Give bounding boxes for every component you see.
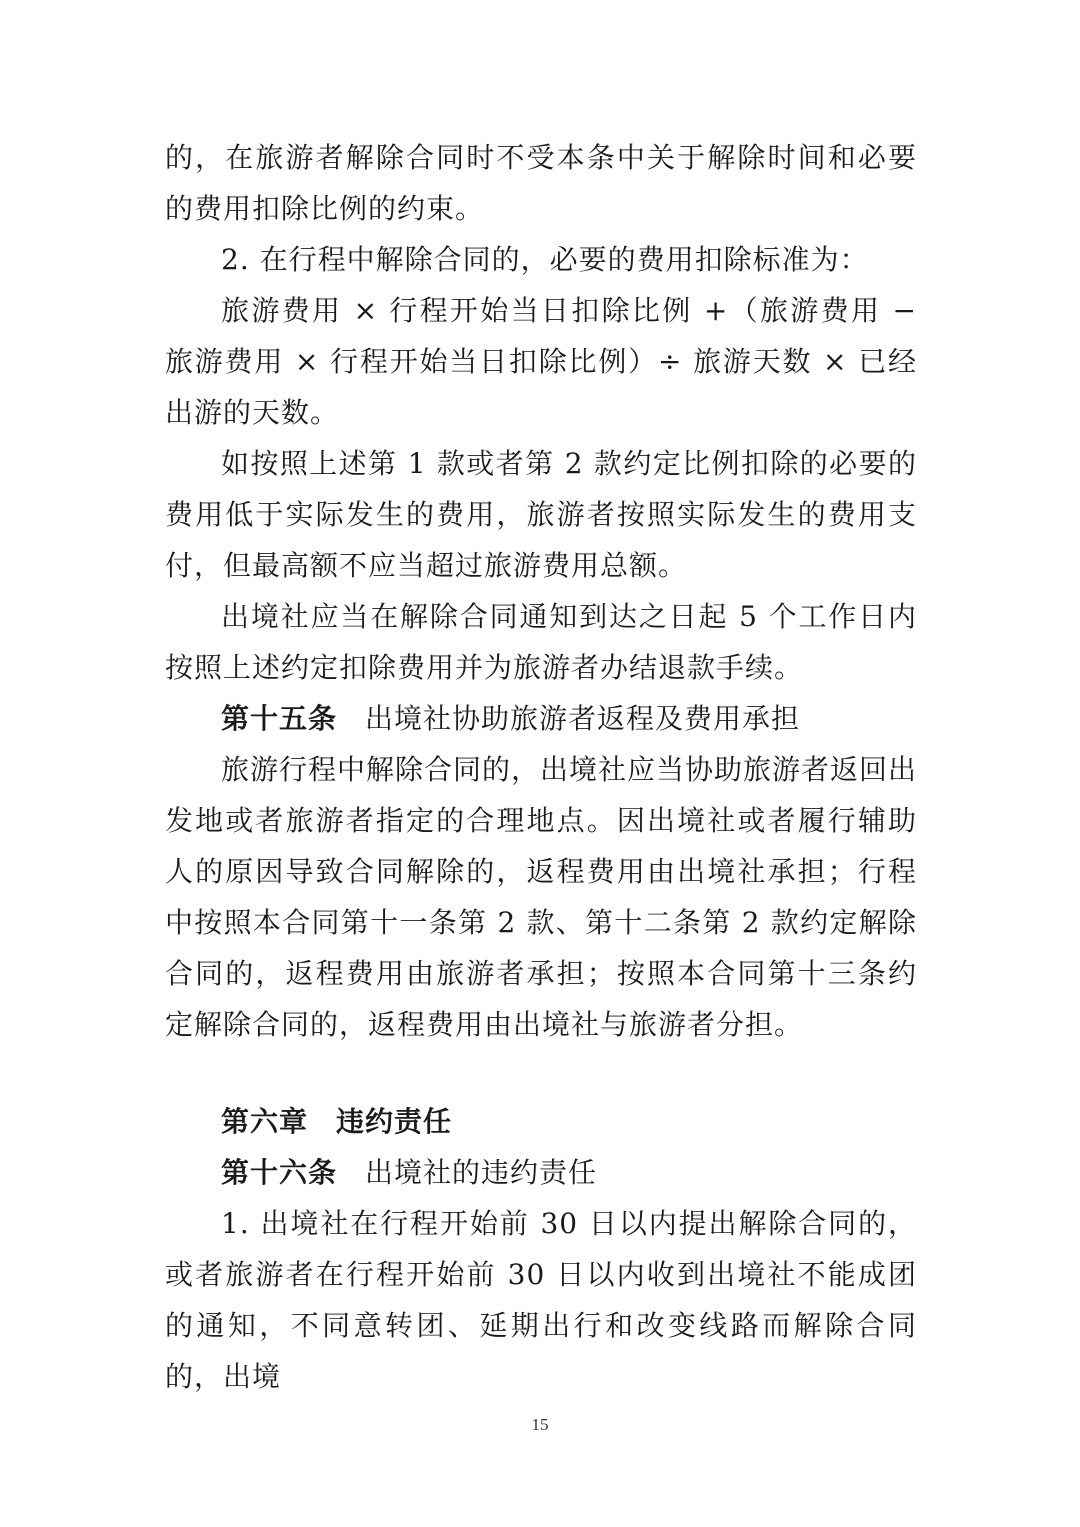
paragraph-clause-2: 2. 在行程中解除合同的，必要的费用扣除标准为： [221,243,869,276]
chapter-6-heading [165,1096,917,1147]
chapter-6-title: 违约责任 [336,1105,453,1138]
article-16-title: 出境社的违约责任 [365,1156,598,1189]
article-15-body: 旅游行程中解除合同的，出境社应当协助旅游者返回出发地或者旅游者指定的合理地点。因出境社或者履行辅助人的原因导致合同解除的，返程费用由出境社承担；行程中按照本合同第十一条第 2 款、第十二条第 2 款约定解除合同的，返程费用由旅游者承担；按照本合同第十三条约定解除合同的，返程费用由出境社与旅游者分担。 [165,753,918,1041]
article-15-number: 第十五条 [221,702,338,735]
paragraph-continuation: 的，在旅游者解除合同时不受本条中关于解除时间和必要的费用扣除比例的约束。 [165,141,917,225]
paragraph-fee-limit: 如按照上述第 1 款或者第 2 款约定比例扣除的必要的费用低于实际发生的费用，旅游者按照实际发生的费用支付，但最高额不应当超过旅游费用总额。 [165,447,917,582]
document-body [165,132,917,1402]
paragraph-formula: 旅游费用 × 行程开始当日扣除比例 +（旅游费用 − 旅游费用 × 行程开始当日扣除比例）÷ 旅游天数 × 已经出游的天数。 [165,294,917,429]
chapter-6-number: 第六章 [221,1105,309,1138]
page-number: 15 [531,1415,549,1434]
paragraph-refund: 出境社应当在解除合同通知到达之日起 5 个工作日内按照上述约定扣除费用并为旅游者办结退款手续。 [165,600,917,684]
article-15-heading [165,693,917,744]
article-15-title: 出境社协助旅游者返程及费用承担 [365,702,801,735]
article-16-heading [165,1147,917,1198]
article-16-body: 1. 出境社在行程开始前 30 日以内提出解除合同的，或者旅游者在行程开始前 30 日以内收到出境社不能成团的通知，不同意转团、延期出行和改变线路而解除合同的，出境 [165,1207,917,1393]
article-16-number: 第十六条 [221,1156,338,1189]
